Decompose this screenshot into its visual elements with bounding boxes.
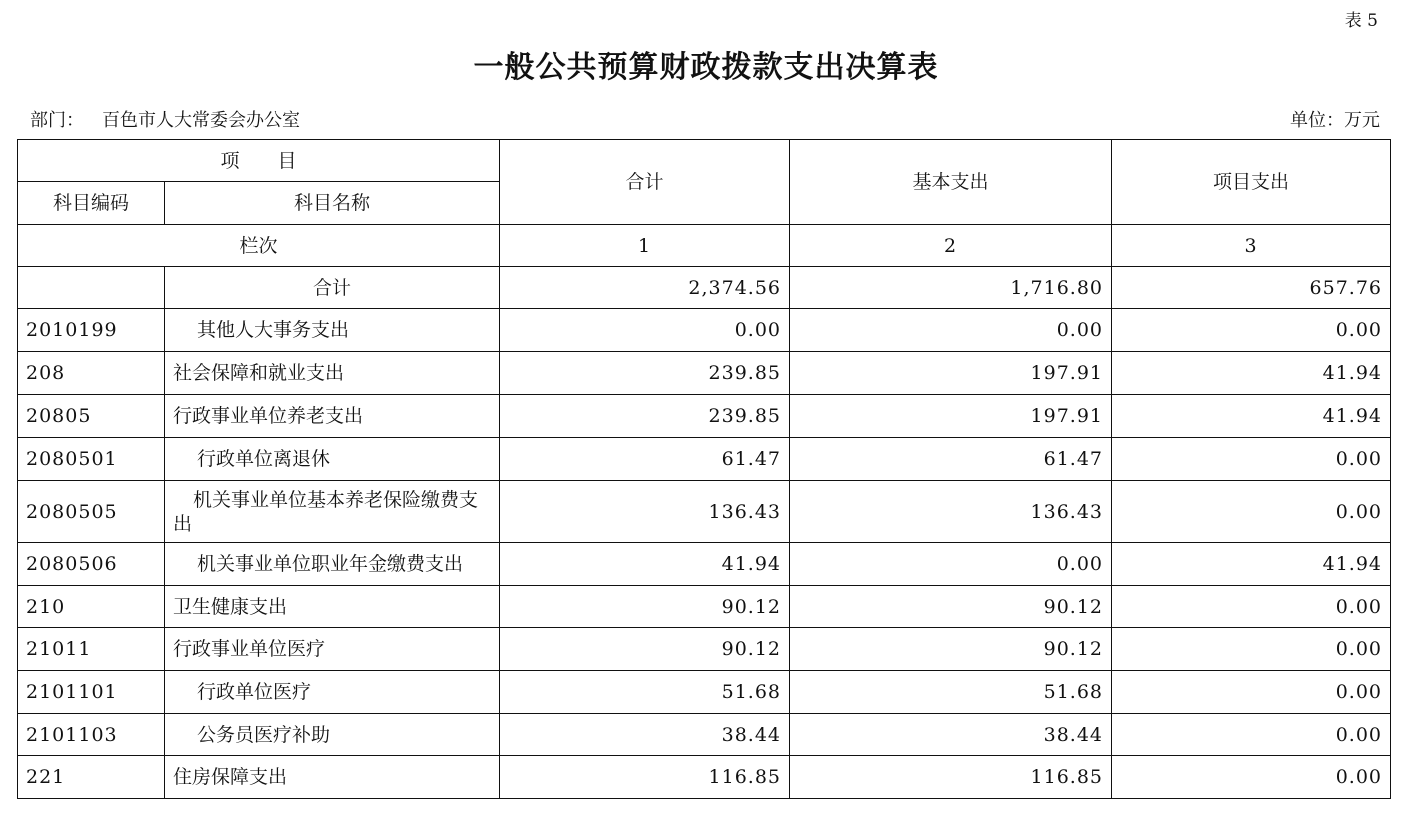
row-project: 41.94 [1112, 395, 1391, 438]
row-code: 208 [18, 352, 165, 395]
row-basic: 61.47 [790, 438, 1112, 481]
summary-code [18, 267, 165, 309]
summary-basic: 1,716.80 [790, 267, 1112, 309]
column-index-2: 2 [790, 225, 1112, 267]
table-row [18, 628, 1391, 671]
row-code: 21011 [18, 628, 165, 671]
row-code: 20805 [18, 395, 165, 438]
row-project: 0.00 [1112, 481, 1391, 543]
row-code: 2101101 [18, 671, 165, 714]
row-project: 0.00 [1112, 671, 1391, 714]
row-basic: 51.68 [790, 671, 1112, 714]
header-project: 项 目 [18, 140, 500, 182]
table-row [18, 714, 1391, 756]
header-total: 合计 [500, 140, 790, 225]
row-name: 行政事业单位养老支出 [165, 395, 500, 438]
row-code: 2080505 [18, 481, 165, 543]
row-total: 51.68 [500, 671, 790, 714]
department-label: 部门： [30, 110, 84, 131]
table-row [18, 543, 1391, 586]
table-number: 表 5 [1344, 11, 1378, 31]
summary-project: 657.76 [1112, 267, 1391, 309]
row-basic: 90.12 [790, 586, 1112, 628]
table-row [18, 671, 1391, 714]
header-code: 科目编码 [18, 182, 165, 225]
column-index-3: 3 [1112, 225, 1391, 267]
page-title: 一般公共预算财政拨款支出决算表 [473, 50, 939, 85]
row-basic: 38.44 [790, 714, 1112, 756]
row-project: 41.94 [1112, 543, 1391, 586]
row-project: 0.00 [1112, 756, 1391, 799]
row-name: 公务员医疗补助 [165, 714, 500, 756]
row-name: 卫生健康支出 [165, 586, 500, 628]
row-basic: 116.85 [790, 756, 1112, 799]
row-name: 行政单位离退休 [165, 438, 500, 481]
row-code: 2101103 [18, 714, 165, 756]
row-total: 90.12 [500, 628, 790, 671]
table-row [18, 438, 1391, 481]
row-total: 90.12 [500, 586, 790, 628]
table-row [18, 756, 1391, 799]
row-total: 0.00 [500, 309, 790, 352]
row-basic: 90.12 [790, 628, 1112, 671]
row-total: 38.44 [500, 714, 790, 756]
summary-label: 合计 [165, 267, 500, 309]
row-name: 机关事业单位基本养老保险缴费支出 [165, 481, 500, 543]
row-name: 机关事业单位职业年金缴费支出 [165, 543, 500, 586]
row-basic: 0.00 [790, 543, 1112, 586]
row-name: 其他人大事务支出 [165, 309, 500, 352]
row-project: 41.94 [1112, 352, 1391, 395]
unit-label: 单位：万元 [1290, 110, 1380, 131]
row-name: 行政单位医疗 [165, 671, 500, 714]
row-project: 0.00 [1112, 714, 1391, 756]
column-index-1: 1 [500, 225, 790, 267]
table-row [18, 352, 1391, 395]
row-basic: 197.91 [790, 352, 1112, 395]
table-row [18, 309, 1391, 352]
row-total: 239.85 [500, 395, 790, 438]
row-basic: 136.43 [790, 481, 1112, 543]
header-row-1 [18, 140, 1391, 182]
table-row [18, 586, 1391, 628]
row-basic: 0.00 [790, 309, 1112, 352]
department-name: 百色市人大常委会办公室 [102, 110, 300, 131]
table-row [18, 481, 1391, 543]
summary-total: 2,374.56 [500, 267, 790, 309]
row-code: 2080501 [18, 438, 165, 481]
row-project: 0.00 [1112, 309, 1391, 352]
row-total: 136.43 [500, 481, 790, 543]
row-project: 0.00 [1112, 628, 1391, 671]
row-name: 行政事业单位医疗 [165, 628, 500, 671]
expenditure-table [17, 139, 1391, 799]
table-row [18, 395, 1391, 438]
row-code: 2080506 [18, 543, 165, 586]
row-total: 239.85 [500, 352, 790, 395]
row-total: 61.47 [500, 438, 790, 481]
column-index-label: 栏次 [18, 225, 500, 267]
row-total: 41.94 [500, 543, 790, 586]
department-line [30, 106, 300, 132]
column-index-row [18, 225, 1391, 267]
row-basic: 197.91 [790, 395, 1112, 438]
row-code: 2010199 [18, 309, 165, 352]
header-name: 科目名称 [165, 182, 500, 225]
row-total: 116.85 [500, 756, 790, 799]
row-project: 0.00 [1112, 438, 1391, 481]
row-code: 210 [18, 586, 165, 628]
summary-row [18, 267, 1391, 309]
row-code: 221 [18, 756, 165, 799]
header-project-expenditure: 项目支出 [1112, 140, 1391, 225]
row-project: 0.00 [1112, 586, 1391, 628]
row-name: 社会保障和就业支出 [165, 352, 500, 395]
row-name: 住房保障支出 [165, 756, 500, 799]
header-basic: 基本支出 [790, 140, 1112, 225]
